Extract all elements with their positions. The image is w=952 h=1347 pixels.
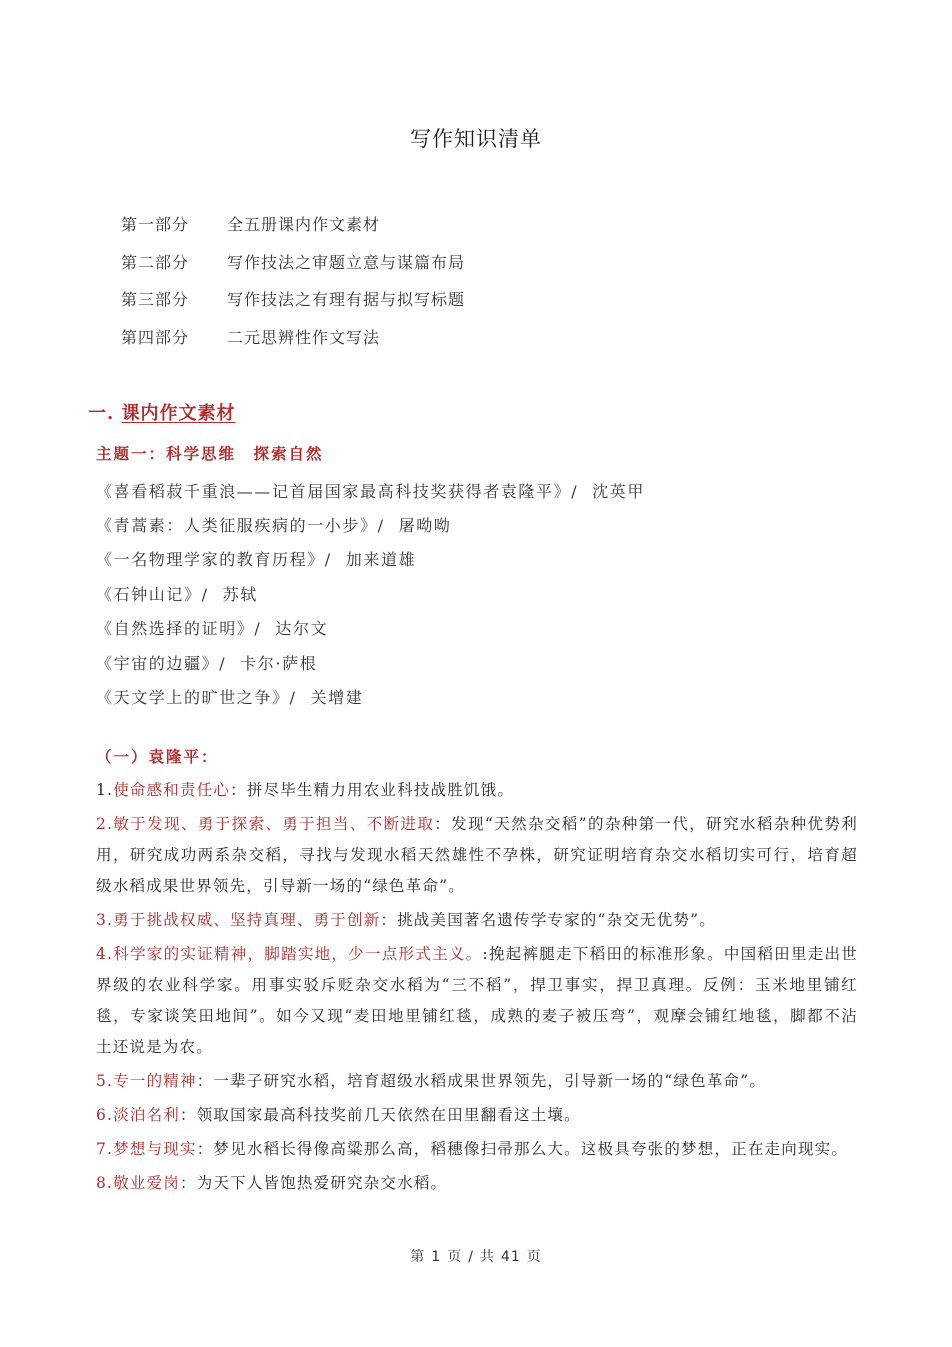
- work-author: 苏轼: [222, 584, 258, 604]
- point-lead: 使命感和责任心: [113, 781, 231, 799]
- subsection-heading: （一）袁隆平：: [96, 747, 219, 766]
- work-author: 沈英甲: [592, 481, 646, 501]
- point-number: 6.: [96, 1106, 114, 1124]
- section-title: 课内作文素材: [121, 403, 236, 424]
- work-title: 《青蒿素：人类征服疾病的一小步》/: [96, 516, 385, 536]
- toc-item: [121, 243, 465, 281]
- point-number: 7.: [96, 1140, 114, 1158]
- page-title: 写作知识清单: [410, 127, 542, 151]
- point-number: 3.: [96, 911, 114, 929]
- total-pages-number: 41: [500, 1249, 521, 1265]
- point-item: [96, 1134, 858, 1165]
- work-item: [96, 679, 645, 713]
- table-of-contents: [121, 205, 465, 355]
- work-author: 加来道雄: [345, 550, 417, 570]
- toc-topic: 全五册课内作文素材: [227, 215, 381, 235]
- works-list: [96, 473, 645, 714]
- point-separator: ：: [230, 781, 247, 799]
- point-body: 一辈子研究水稻，培育超级水稻成果世界领先，引导新一场的“绿色革命”。: [213, 1072, 767, 1090]
- work-item: [96, 611, 645, 645]
- toc-part-label: 第四部分: [121, 327, 190, 347]
- points-list: [96, 775, 858, 1202]
- point-lead: 科学家的实证精神，脚踏实地，少一点形式主义。: [113, 945, 483, 963]
- toc-item: [121, 280, 465, 318]
- toc-item: [121, 205, 465, 243]
- toc-topic: 写作技法之有理有据与拟写标题: [227, 290, 466, 310]
- footer-prefix: 第: [410, 1249, 426, 1265]
- point-body: 挽起裤腿走下稻田的标准形象。中国稻田里走出世界级的农业科学家。用事实驳斥贬杂交水稻为“三不稻”，捍卫事实，捍卫真理。反例：玉米地里铺红毯，专家谈笑田地间”。如今又现“麦田地里铺红毯，成熟的麦子被压弯”，观摩会铺红地毯，脚都不沾土还说是为农。: [96, 945, 858, 1056]
- theme-heading: 主题一：科学思维 探索自然: [96, 444, 324, 463]
- footer-page-word: 页: [447, 1249, 463, 1265]
- point-body: 发现“天然杂交稻”的杂种第一代，研究水稻杂种优势利用，研究成功两系杂交稻，寻找与发现水稻天然雄性不孕株，研究证明培育杂交水稻切实可行，培育超级水稻成果世界领先，引导新一场的“绿色革命”。: [96, 815, 858, 895]
- point-separator: ：: [434, 815, 452, 833]
- point-item: [96, 1100, 858, 1131]
- toc-part-label: 第三部分: [121, 290, 190, 310]
- point-body: 挑战美国著名遗传学专家的“杂交无优势”。: [397, 911, 716, 929]
- point-number: 8.: [96, 1174, 114, 1192]
- work-author: 达尔文: [275, 619, 329, 639]
- work-title: 《一名物理学家的教育历程》/: [96, 550, 332, 570]
- point-lead: 勇于挑战权威、坚持真理、勇于创新: [113, 911, 381, 929]
- point-lead: 专一的精神: [113, 1072, 197, 1090]
- work-title: 《自然选择的证明》/: [96, 619, 262, 639]
- point-separator: ：: [180, 1106, 197, 1124]
- toc-topic: 写作技法之审题立意与谋篇布局: [227, 252, 466, 272]
- work-title: 《天文学上的旷世之争》/: [96, 688, 297, 708]
- point-number: 2.: [96, 815, 114, 833]
- toc-item: [121, 318, 465, 356]
- point-body: 领取国家最高科技奖前几天依然在田里翻看这土壤。: [196, 1106, 581, 1124]
- work-title: 《宇宙的边疆》/: [96, 653, 227, 673]
- point-separator: ：: [380, 911, 398, 929]
- footer-slash: /: [468, 1249, 474, 1265]
- work-author: 关增建: [310, 688, 364, 708]
- point-body: 为天下人皆饱热爱研究杂交水稻。: [196, 1174, 448, 1192]
- point-separator: :: [482, 945, 489, 963]
- point-separator: ：: [196, 1140, 214, 1158]
- work-title: 《石钟山记》/: [96, 584, 209, 604]
- point-item: [96, 1168, 858, 1199]
- point-number: 1.: [96, 781, 114, 799]
- page-footer: [0, 1246, 952, 1266]
- footer-total-prefix: 共: [479, 1249, 495, 1265]
- work-item: [96, 473, 645, 507]
- section-heading: [88, 399, 236, 425]
- point-separator: ：: [180, 1174, 197, 1192]
- work-author: 屠呦呦: [398, 516, 452, 536]
- current-page-number: 1: [431, 1249, 442, 1265]
- toc-part-label: 第二部分: [121, 252, 190, 272]
- point-item: [96, 905, 858, 936]
- work-item: [96, 576, 645, 610]
- toc-topic: 二元思辨性作文写法: [227, 327, 381, 347]
- point-lead: 梦想与现实: [113, 1140, 197, 1158]
- point-number: 4.: [96, 945, 114, 963]
- point-lead: 敬业爱岗: [113, 1174, 181, 1192]
- footer-suffix: 页: [526, 1249, 542, 1265]
- point-body: 拼尽毕生精力用农业科技战胜饥饿。: [246, 781, 515, 799]
- work-item: [96, 542, 645, 576]
- point-item: [96, 775, 858, 806]
- point-item: [96, 939, 858, 1063]
- point-item: [96, 809, 858, 902]
- point-body: 梦见水稻长得像高粱那么高，稻穗像扫帚那么大。这极具夸张的梦想，正在走向现实。: [213, 1140, 849, 1158]
- toc-part-label: 第一部分: [121, 215, 190, 235]
- point-lead: 敏于发现、勇于探索、勇于担当、不断进取: [113, 815, 435, 833]
- work-author: 卡尔·萨根: [240, 653, 318, 673]
- point-separator: ：: [196, 1072, 214, 1090]
- work-title: 《喜看稻菽千重浪——记首届国家最高科技奖获得者袁隆平》/: [96, 481, 579, 501]
- work-item: [96, 645, 645, 679]
- point-lead: 淡泊名利: [113, 1106, 181, 1124]
- work-item: [96, 507, 645, 541]
- section-number: 一.: [88, 403, 115, 424]
- point-number: 5.: [96, 1072, 114, 1090]
- point-item: [96, 1066, 858, 1097]
